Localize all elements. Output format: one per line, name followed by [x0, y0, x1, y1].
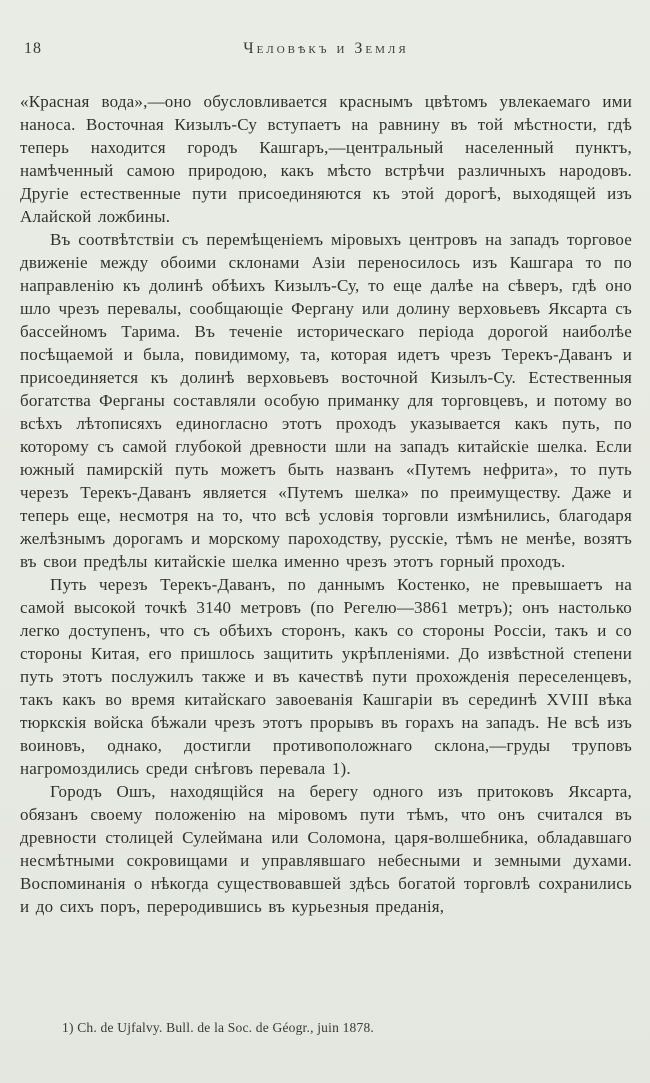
- paragraph-3: Путь черезъ Терекъ-Даванъ, по даннымъ Костенко, не превышаетъ на самой высокой точкѣ 3140 метровъ (по Регелю—3861 метръ); онъ настолько легко доступенъ, что съ обѣихъ сторонъ, какъ со стороны Россіи, такъ и со стороны Китая, его пришлось защитить укрѣпленіями. До извѣстной степени путь этотъ послужилъ также и въ качествѣ пути прохожденія переселенцевъ, такъ какъ во время китайскаго завоеванія Кашгаріи въ серединѣ XVIII вѣка тюркскія войска бѣжали чрезъ этотъ прорывъ въ горахъ на западъ. Не всѣ изъ воиновъ, однако, достигли противоположнаго склона,—груды труповъ нагромоздились среди снѣговъ перевала 1).: [20, 575, 632, 778]
- footnote-text: 1) Ch. de Ujfalvy. Bull. de la Soc. de Géogr., juin 1878.: [62, 1020, 374, 1035]
- page-body: [20, 90, 632, 918]
- footnote: [20, 1019, 632, 1037]
- page-number: 18: [24, 40, 42, 57]
- paragraph-1: «Красная вода»,—оно обусловливается краснымъ цвѣтомъ увлекаемаго ими наноса. Восточная Кизылъ-Су вступаетъ на равнину въ той мѣстности, гдѣ теперь находится городъ Кашгаръ,—центральный населенный пунктъ, намѣченный самою природою, какъ мѣсто встрѣчи различныхъ народовъ. Другіе естественные пути присоединяются къ этой дорогѣ, выходящей изъ Алайской ложбины.: [20, 92, 632, 226]
- paragraph-4: Городъ Ошъ, находящійся на берегу одного изъ притоковъ Яксарта, обязанъ своему положенію на міровомъ пути тѣмъ, что онъ считался въ древности столицей Сулеймана или Соломона, царя-волшебника, обладавшаго несмѣтными сокровищами и управлявшаго небесными и земными духами. Воспоминанія о нѣкогда существовавшей здѣсь богатой торговлѣ сохранились и до сихъ поръ, переродившись въ курьезныя преданія,: [20, 782, 632, 916]
- paragraph-2: Въ соотвѣтствіи съ перемѣщеніемъ міровыхъ центровъ на западъ торговое движеніе между обоими склонами Азіи переносилось изъ Кашгара то по направленію къ долинѣ обѣихъ Кизылъ-Су, то еще далѣе на сѣверъ, гдѣ оно шло чрезъ перевалы, сообщающіе Фергану или долину верховьевъ Яксарта съ бассейномъ Тарима. Въ теченіе историческаго періода дорогой наиболѣе посѣщаемой и была, повидимому, та, которая идетъ чрезъ Терекъ-Даванъ и присоединяется къ долинѣ верховьевъ восточной Кизылъ-Су. Естественныя богатства Ферганы составляли особую приманку для торговцевъ, и потому во всѣхъ лѣтописяхъ единогласно этотъ проходъ указывается какъ путь, по которому съ самой глубокой древности шли на западъ китайскіе шелка. Если южный памирскій путь можетъ быть названъ «Путемъ нефрита», то путь черезъ Терекъ-Даванъ является «Путемъ шелка» по преимуществу. Даже и теперь еще, несмотря на то, что всѣ условія торговли измѣнились, благодаря желѣзнымъ дорогамъ и морскому пароходству, русскіе, тѣмъ не менѣе, возятъ въ свои предѣлы китайскіе шелка именно чрезъ этотъ горный проходъ.: [20, 230, 632, 571]
- running-title: Человѣкъ и Земля: [243, 40, 409, 57]
- page-header: [20, 40, 632, 64]
